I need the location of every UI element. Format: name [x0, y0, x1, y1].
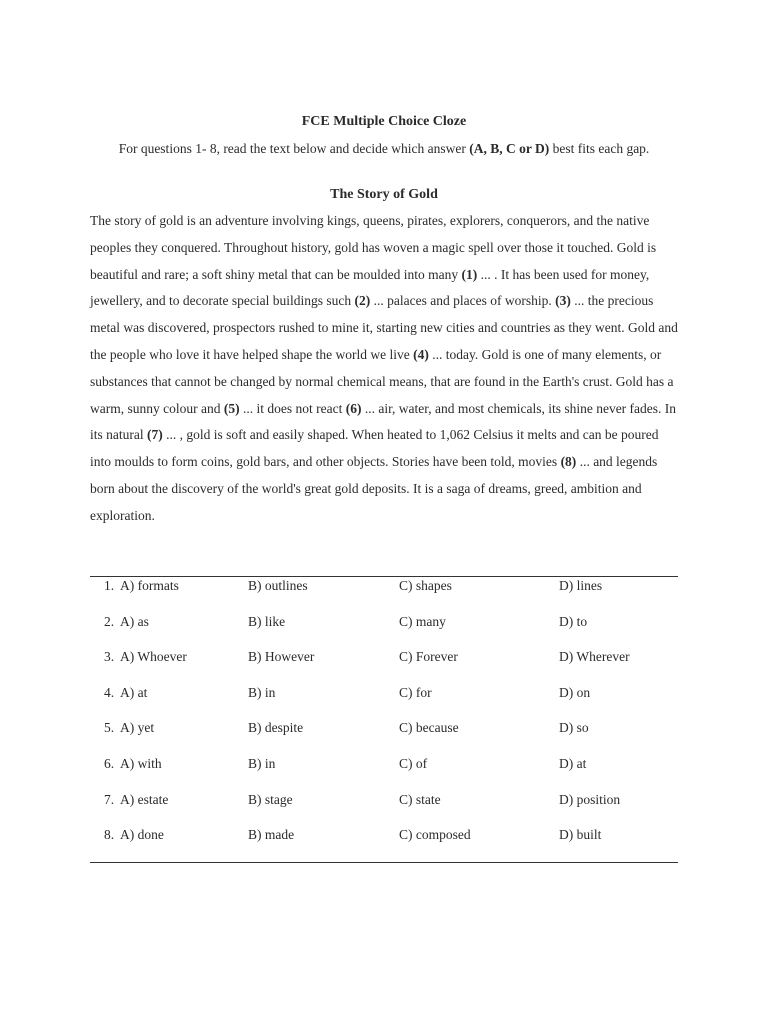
- option-c: C) many: [399, 613, 446, 629]
- question-number: 7.: [104, 791, 115, 807]
- option-b: B) outlines: [248, 578, 308, 593]
- option-a: A) estate: [120, 791, 169, 807]
- story-text: ... , gold is soft and easily shaped. When heated to 1,062 Celsius it melts and can be poured into moulds to form coins, gold bars, and other objects. Stories have been told, movies: [90, 427, 659, 470]
- option-b: B) despite: [248, 720, 304, 736]
- story-text: The story of gold is an adventure involving kings, queens, pirates, explorers, conquerors, and the native peoples they conquered. Throughout history, gold has woven a magic spell over those it touched. Gold is beautiful and rare; a soft shiny metal that can be moulded into many: [90, 213, 657, 282]
- question-row: [90, 613, 678, 649]
- instructions: [90, 140, 678, 157]
- question-number: 6.: [104, 755, 115, 771]
- option-b: B) stage: [248, 791, 293, 807]
- option-c: C) because: [399, 720, 459, 736]
- question-row: [90, 719, 678, 755]
- question-row: [90, 577, 678, 613]
- question-number: 4.: [104, 684, 115, 700]
- option-a: A) as: [120, 613, 149, 629]
- instructions-text-end: best fits each gap.: [549, 141, 650, 156]
- gap-number: (1): [461, 266, 478, 282]
- table-bottom-rule: [90, 862, 678, 863]
- option-c: C) state: [399, 791, 441, 807]
- option-a: A) yet: [120, 720, 155, 736]
- option-c: C) composed: [399, 827, 471, 843]
- gap-number: (3): [555, 293, 571, 309]
- option-a: A) Whoever: [120, 649, 187, 665]
- option-d: D) to: [559, 613, 588, 629]
- question-row: [90, 826, 678, 862]
- option-c: C) shapes: [399, 578, 452, 593]
- gap-number: (2): [354, 293, 371, 309]
- option-a: A) formats: [120, 578, 179, 593]
- option-b: B) in: [248, 755, 276, 771]
- option-c: C) Forever: [399, 649, 458, 665]
- option-a: A) at: [120, 684, 148, 700]
- question-row: [90, 791, 678, 827]
- option-b: B) made: [248, 827, 295, 843]
- story-paragraph: [90, 208, 678, 530]
- question-row: [90, 684, 678, 720]
- option-d: D) at: [559, 755, 587, 771]
- question-number: 8.: [104, 827, 115, 843]
- story-text: ... the precious metal was discovered, prospectors rushed to mine it, starting new cities and countries as they went. Gold and the people who love it have helped shape the world we live: [90, 293, 678, 362]
- story-text: ... and legends born about the discovery of the world's great gold deposits. It is a saga of dreams, greed, ambition and exploration.: [90, 454, 658, 523]
- question-number: 5.: [104, 720, 115, 736]
- story-title: The Story of Gold: [330, 187, 438, 202]
- question-number: 2.: [104, 613, 115, 629]
- story-text: ... palaces and places of worship.: [370, 293, 556, 309]
- option-c: C) for: [399, 684, 432, 700]
- instructions-text: For questions 1- 8, read the text below and decide which answer: [118, 141, 470, 156]
- story-text: ... it does not react: [239, 400, 346, 416]
- option-c: C) of: [399, 755, 428, 771]
- gap-number: (8): [560, 454, 577, 470]
- option-d: D) lines: [559, 578, 603, 593]
- story-text: ... air, water, and most chemicals, its shine never fades. In its natural: [90, 400, 677, 443]
- option-b: B) like: [248, 613, 286, 629]
- option-d: D) so: [559, 720, 589, 736]
- option-a: A) done: [120, 827, 164, 843]
- story-text: ... . It has been used for money, jewellery, and to decorate special buildings such: [90, 266, 650, 309]
- gap-number: (5): [223, 400, 240, 416]
- option-d: D) built: [559, 827, 602, 843]
- option-d: D) Wherever: [559, 649, 630, 665]
- gap-number: (7): [147, 427, 163, 443]
- question-row: [90, 755, 678, 791]
- story-text: ... today. Gold is one of many elements, or substances that cannot be changed by normal chemical means, that are found in the Earth's crust. Gold has a warm, sunny colour and: [90, 346, 674, 416]
- option-d: D) position: [559, 791, 621, 807]
- option-d: D) on: [559, 684, 591, 700]
- gap-number: (6): [345, 400, 362, 416]
- answer-options-table: [90, 577, 678, 862]
- instructions-answer-choices: (A, B, C or D): [469, 141, 550, 156]
- question-row: [90, 648, 678, 684]
- gap-number: (4): [413, 346, 429, 362]
- question-number: 1.: [104, 578, 115, 593]
- option-b: B) in: [248, 684, 276, 700]
- option-b: B) However: [248, 649, 315, 665]
- page-title: FCE Multiple Choice Cloze: [301, 114, 467, 129]
- question-number: 3.: [104, 649, 115, 665]
- option-a: A) with: [120, 755, 162, 771]
